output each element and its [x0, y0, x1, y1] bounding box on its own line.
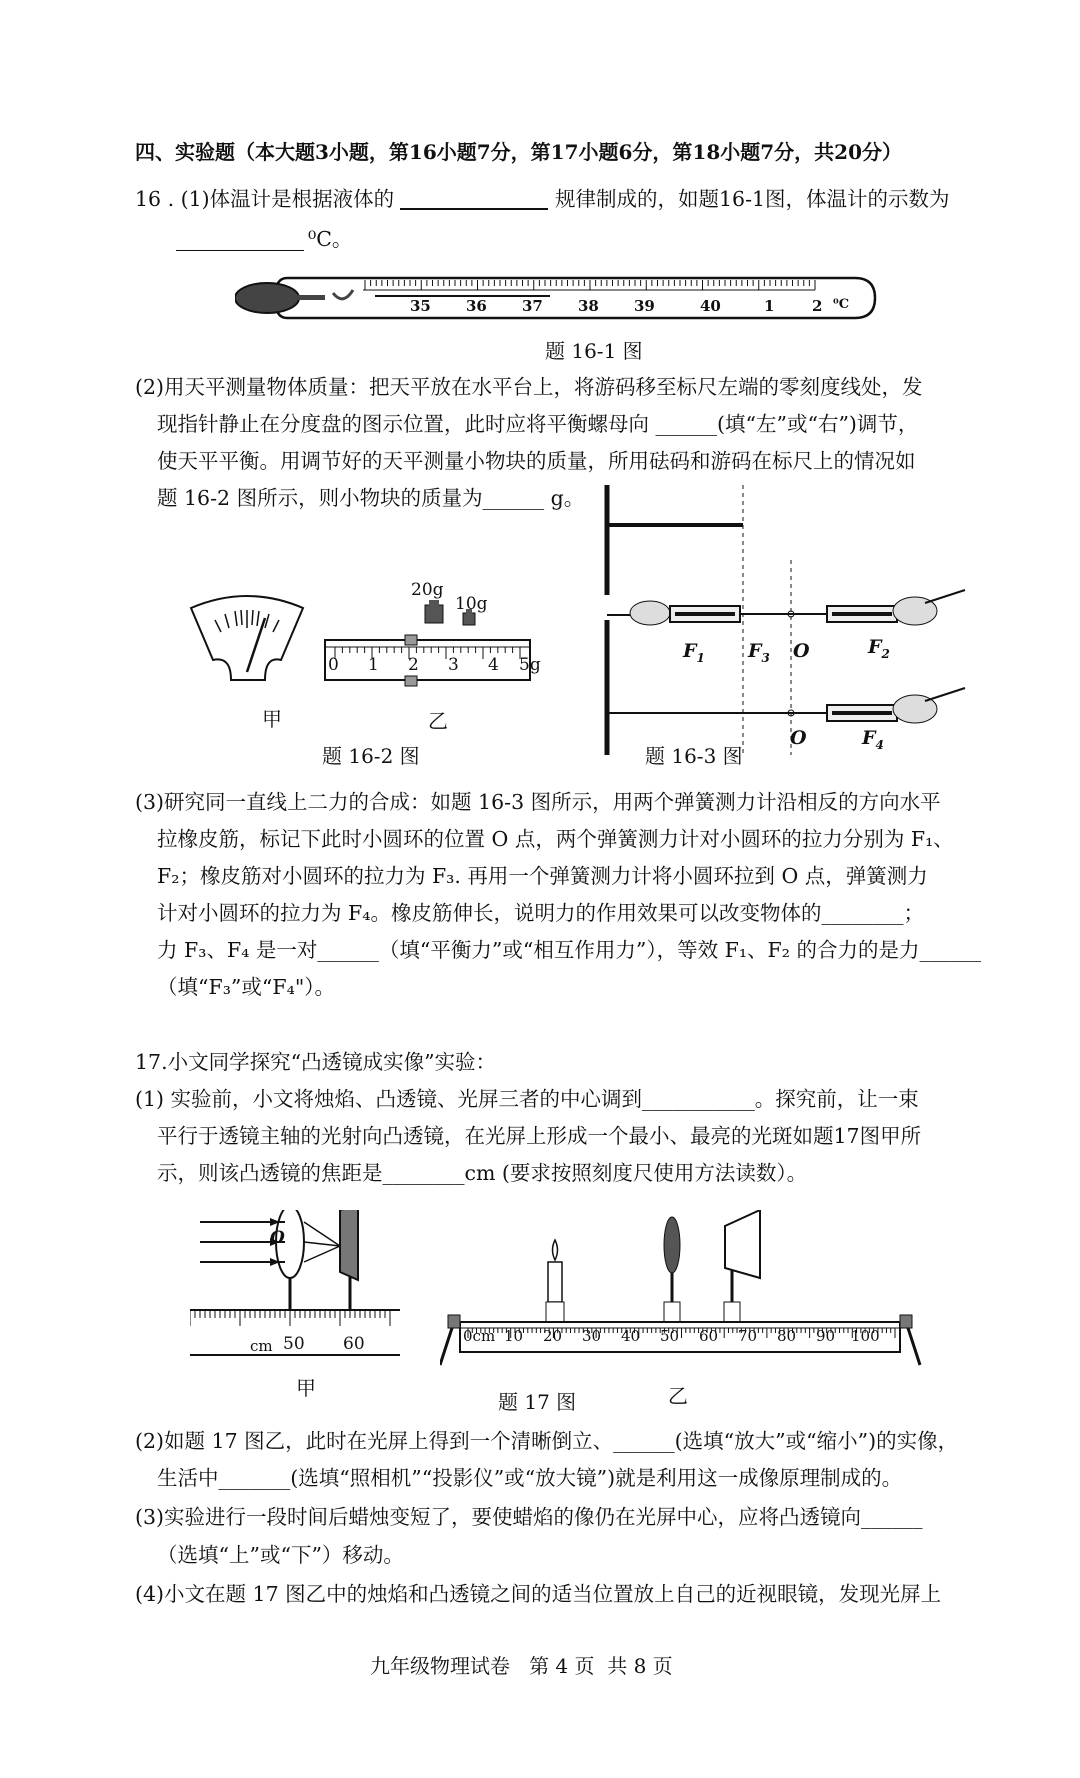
weight-20g-label: 20g [411, 580, 444, 600]
figure-caption-17: 题 17 图 [498, 1390, 577, 1414]
q17-p2-line2: 生活中_______(选填“照相机”“投影仪”或“放大镜”)就是利用这一成像原理制成的。 [157, 1466, 903, 1490]
q16-p2-line2: 现指针静止在分度盘的图示位置，此时应将平衡螺母向 ______(填“左”或“右”)调节， [157, 412, 919, 436]
page-footer: 九年级物理试卷 第 4 页 共 8 页 [370, 1654, 673, 1678]
bench-tick-100: 100 [851, 1327, 880, 1345]
q17-p3-line1: (3)实验进行一段时间后蜡烛变短了，要使蜡焰的像仍在光屏中心，应将凸透镜向______ [135, 1505, 923, 1529]
thermo-tick-38: 38 [578, 297, 599, 315]
label-f3: $F_3$ [748, 640, 770, 665]
bench-tick-0: 0cm [463, 1327, 496, 1345]
force-composition-figure [595, 485, 985, 765]
thermo-tick-40: 40 [700, 297, 721, 315]
scale-tick-0: 0 [328, 655, 339, 675]
thermo-tick-36: 36 [466, 297, 487, 315]
thermometer-figure [235, 268, 890, 328]
figure-caption-16-3: 题 16-3 图 [645, 744, 743, 768]
q16-p3-line3: F₂；橡皮筋对小圆环的拉力为 F₃. 再用一个弹簧测力计将小圆环拉到 O 点，弹簧测力 [157, 864, 928, 888]
q16-p1-line1b: 规律制成的，如题16-1图，体温计的示数为 [555, 187, 950, 211]
label-lens-o: O [270, 1228, 285, 1248]
q16-p2-line4: 题 16-2 图所示，则小物块的质量为______ g。 [157, 486, 585, 510]
label-o-top: O [793, 640, 810, 662]
q17-p3-line2: （选填“上”或“下”）移动。 [157, 1543, 404, 1567]
thermo-tick-37: 37 [522, 297, 543, 315]
blank-line [400, 208, 548, 210]
ruler-tick-50: 50 [283, 1334, 305, 1354]
bench-tick-30: 30 [582, 1327, 602, 1345]
balance-dial-figure [185, 590, 310, 695]
scale-tick-2: 2 [408, 655, 419, 675]
thermo-unit: ⁰C [833, 297, 850, 312]
label-f2: $F_2$ [868, 636, 890, 661]
thermo-tick-35: 35 [410, 297, 431, 315]
blank-line [176, 250, 304, 251]
weights-scale-figure [315, 585, 545, 695]
scale-tick-4: 4 [488, 655, 499, 675]
q16-p3-line1: (3)研究同一直线上二力的合成：如题 16-3 图所示，用两个弹簧测力计沿相反的方向水平 [135, 790, 941, 814]
q17-p4-line1: (4)小文在题 17 图乙中的烛焰和凸透镜之间的适当位置放上自己的近视眼镜，发现光屏上 [135, 1582, 942, 1606]
label-jia-17: 甲 [296, 1376, 316, 1400]
label-o-bottom: O [790, 727, 807, 749]
figure-caption-16-1: 题 16-1 图 [545, 339, 643, 363]
label-yi: 乙 [428, 709, 448, 733]
bench-tick-20: 20 [543, 1327, 563, 1345]
ruler-ticks [190, 1310, 390, 1326]
q16-p3-line6: （填“F₃”或“F₄"）。 [157, 975, 336, 999]
q17-p2-line1: (2)如题 17 图乙，此时在光屏上得到一个清晰倒立、______(选填“放大”或“缩小”)的实像， [135, 1429, 959, 1453]
thermo-tick-2: 2 [812, 297, 823, 315]
bench-tick-70: 70 [738, 1327, 758, 1345]
q16-p1-line2: ⁰C。 [308, 227, 353, 251]
label-yi-17: 乙 [668, 1384, 688, 1408]
q16-p3-line2: 拉橡皮筋，标记下此时小圆环的位置 O 点，两个弹簧测力计对小圆环的拉力分别为 F₁、 [157, 827, 954, 851]
bench-tick-50: 50 [660, 1327, 680, 1345]
q17-p1-line2: 平行于透镜主轴的光射向凸透镜，在光屏上形成一个最小、最亮的光斑如题17图甲所 [157, 1124, 922, 1148]
q17-p1-line3: 示，则该凸透镜的焦距是________cm (要求按照刻度尺使用方法读数）。 [157, 1161, 808, 1185]
label-f1: $F_1$ [683, 640, 705, 665]
q17-p1-line1: (1) 实验前，小文将烛焰、凸透镜、光屏三者的中心调到___________。探究前，让一束 [135, 1087, 919, 1111]
scale-tick-5g: 5g [519, 655, 541, 675]
scale-tick-1: 1 [368, 655, 379, 675]
q17-intro: 17.小文同学探究“凸透镜成实像”实验： [135, 1050, 497, 1074]
label-f4: $F_4$ [862, 727, 884, 752]
optical-bench-figure [440, 1210, 930, 1370]
q16-p2-line3: 使天平平衡。用调节好的天平测量小物块的质量，所用砝码和游码在标尺上的情况如 [157, 449, 916, 473]
q16-p3-line4: 计对小圆环的拉力为 F₄。橡皮筋伸长，说明力的作用效果可以改变物体的________； [157, 901, 924, 925]
q16-p2-line1: (2)用天平测量物体质量：把天平放在水平台上，将游码移至标尺左端的零刻度线处，发 [135, 375, 923, 399]
bench-tick-80: 80 [777, 1327, 797, 1345]
q16-p3-line5: 力 F₃、F₄ 是一对______（填“平衡力”或“相互作用力”），等效 F₁、F₂ 的合力的是力______ [157, 938, 982, 962]
bench-tick-40: 40 [621, 1327, 641, 1345]
weight-10g-label: 10g [455, 594, 488, 614]
thermo-tick-39: 39 [634, 297, 655, 315]
scale-tick-3: 3 [448, 655, 459, 675]
thermo-tick-1: 1 [764, 297, 775, 315]
bench-tick-60: 60 [699, 1327, 719, 1345]
q16-p1-line1a: 16 . (1)体温计是根据液体的 [135, 187, 395, 211]
label-jia: 甲 [262, 707, 282, 731]
thermometer-ticks [365, 280, 815, 290]
figure-caption-16-2: 题 16-2 图 [322, 744, 420, 768]
ruler-tick-60: 60 [343, 1334, 365, 1354]
bench-tick-10: 10 [504, 1327, 524, 1345]
ruler-unit: cm [250, 1337, 273, 1355]
bench-tick-90: 90 [816, 1327, 836, 1345]
section-title: 四、实验题（本大题3小题，第16小题7分，第17小题6分，第18小题7分，共20分） [135, 140, 902, 164]
